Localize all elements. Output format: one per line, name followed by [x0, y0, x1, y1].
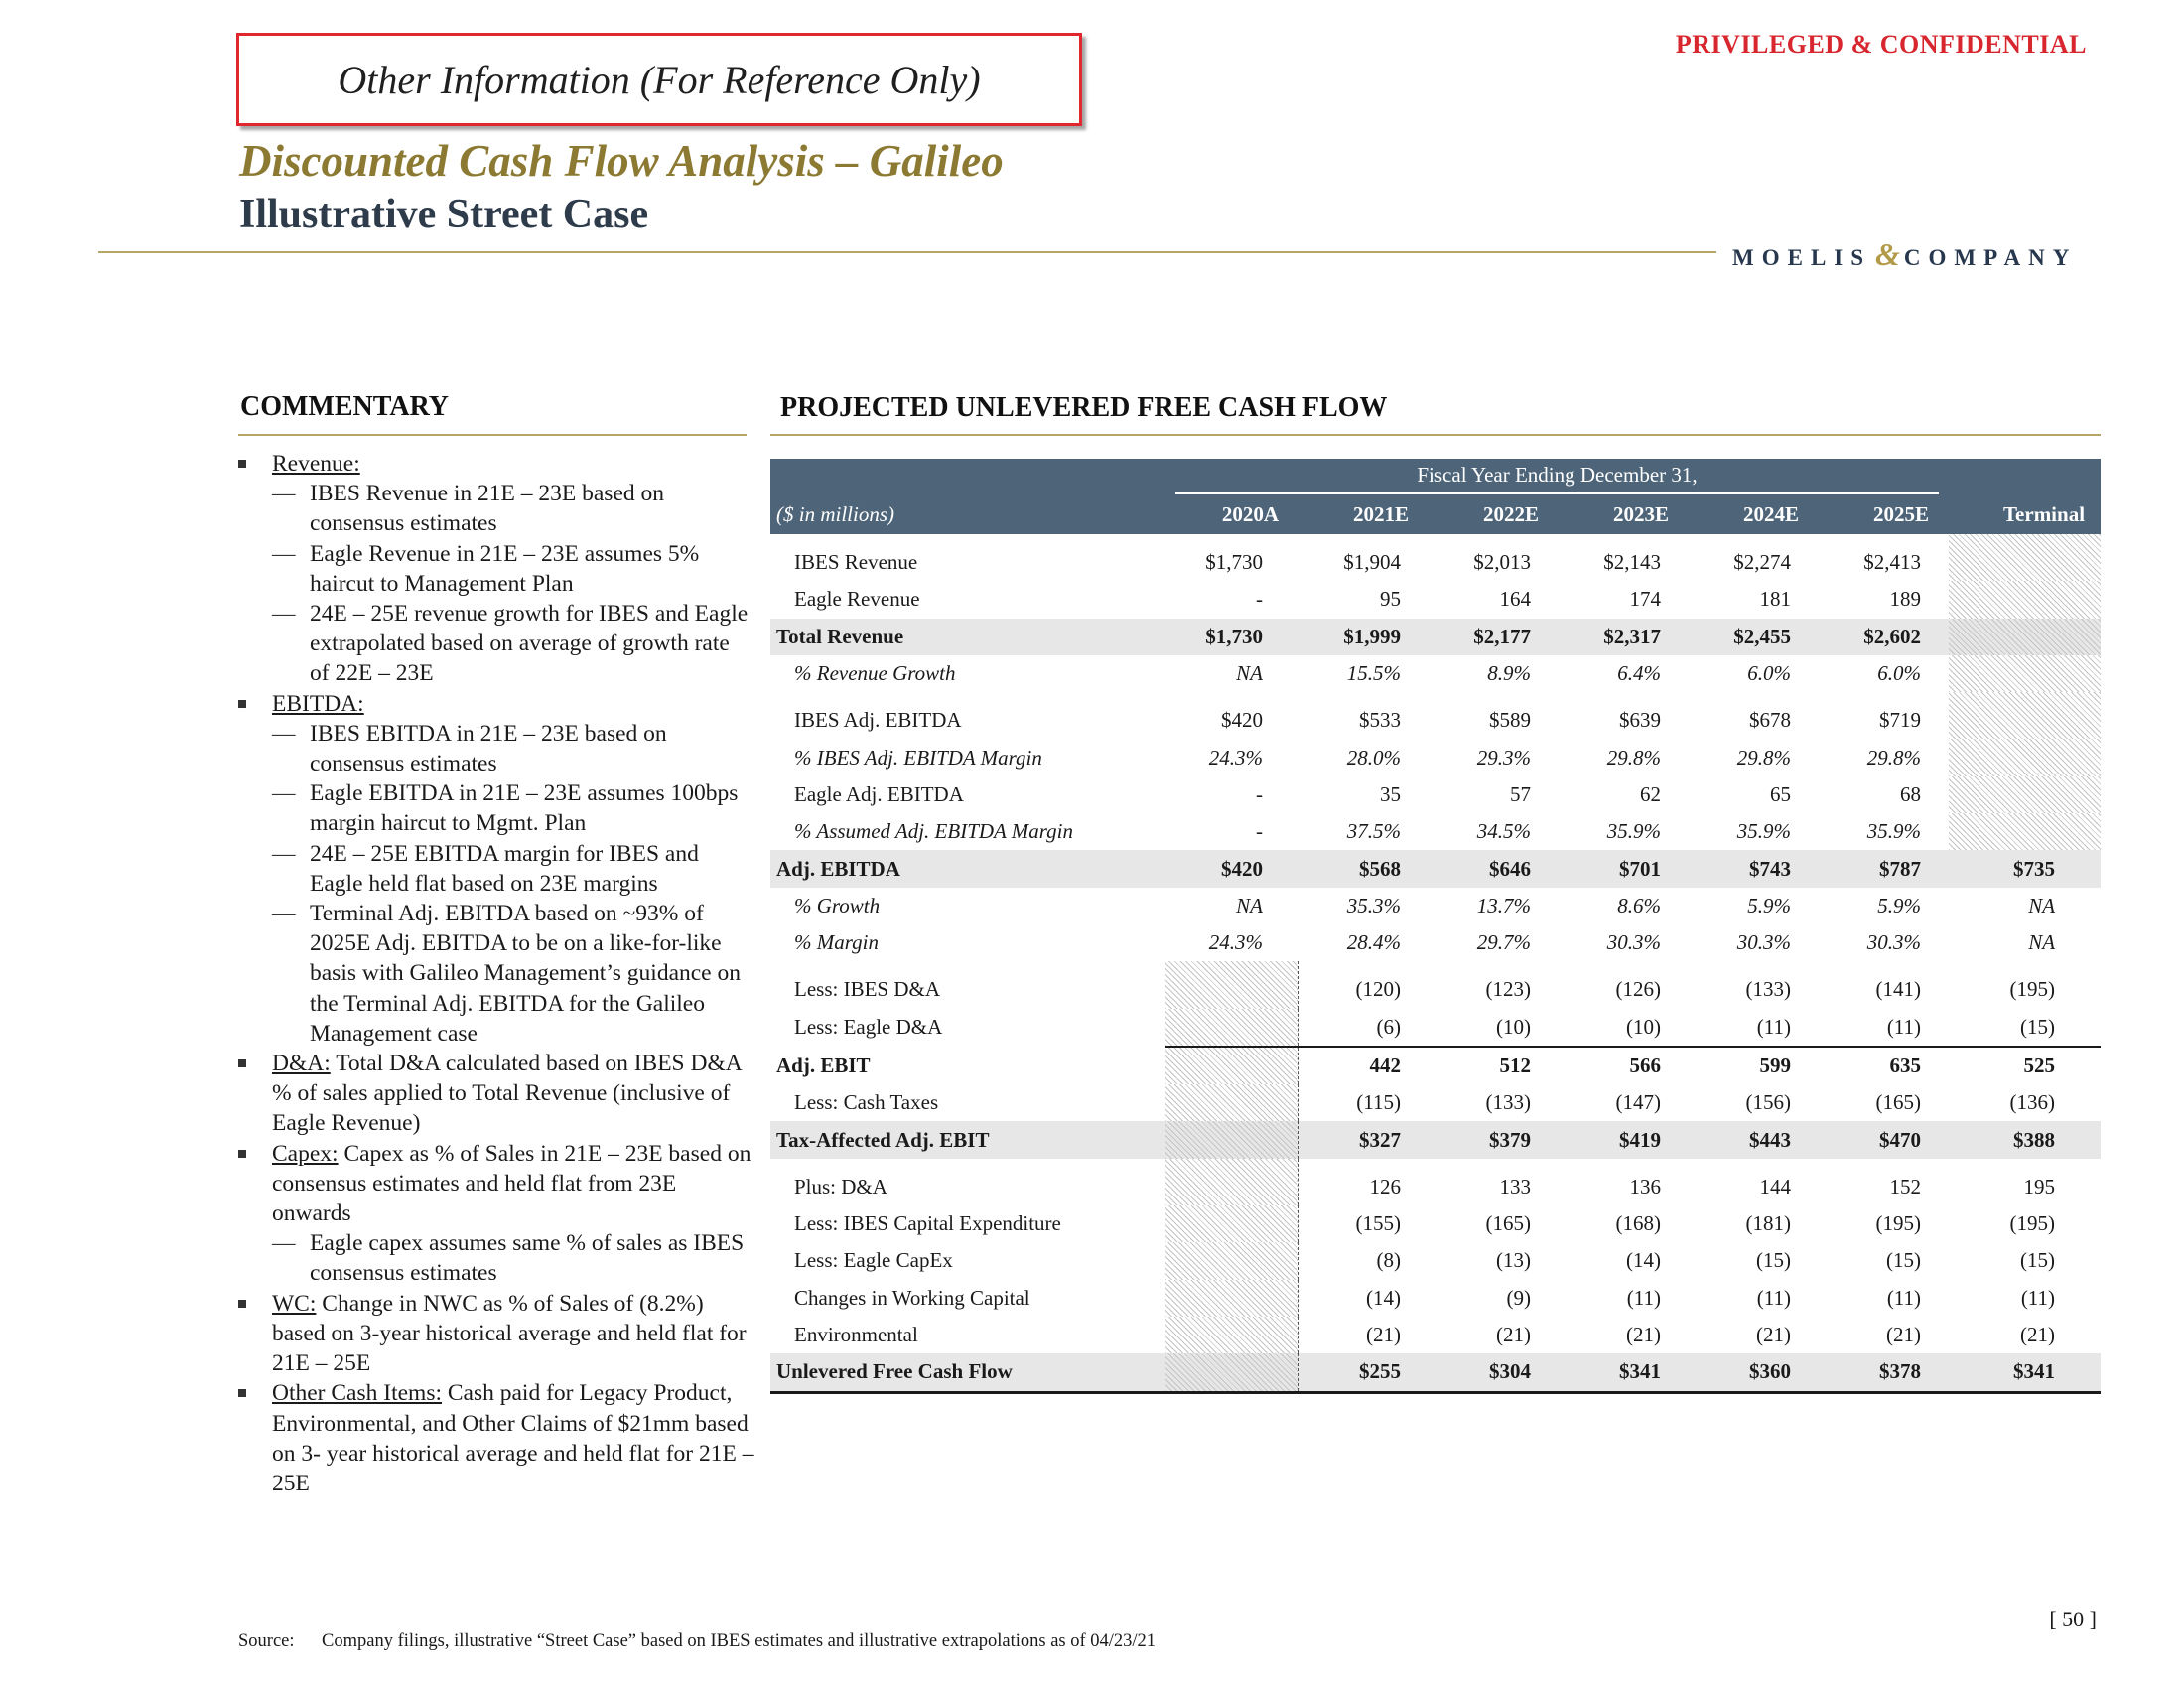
cell: 6.4% — [1617, 661, 1661, 686]
table-header-columns-row — [770, 494, 2101, 534]
ebitda-sub-item: — Terminal Adj. EBITDA based on ~93% of 2025E Adj. EBITDA to be on a like-for-like basis with Galileo Management’s guidance on the Terminal Adj. EBITDA for the Galileo Management case — [272, 899, 754, 1049]
cell: $1,904 — [1343, 550, 1401, 575]
cell: (11) — [1886, 1285, 1922, 1310]
cell: 68 — [1900, 781, 1922, 806]
confidential-label: PRIVILEGED & CONFIDENTIAL — [1675, 30, 2087, 59]
row-label: Unlevered Free Cash Flow — [770, 1353, 1165, 1392]
cell: $568 — [1359, 856, 1401, 881]
cell: $2,455 — [1733, 624, 1791, 648]
commentary-divider — [238, 434, 747, 436]
row-label: Less: Eagle CapEx — [794, 1248, 953, 1273]
cell: (21) — [2020, 1323, 2056, 1347]
cell: - — [1256, 819, 1263, 844]
row-eagle-da — [770, 1009, 2101, 1047]
cell: - — [1256, 587, 1263, 612]
row-label: Less: Cash Taxes — [794, 1090, 939, 1115]
cell: (10) — [1496, 1014, 1531, 1039]
row-adj-ebit — [770, 1047, 2101, 1084]
cell: (181) — [1745, 1211, 1791, 1236]
cell: 35.9% — [1736, 819, 1791, 844]
row-label: Adj. EBIT — [776, 1053, 871, 1077]
col-header: 2023E — [1612, 501, 1669, 526]
page-subtitle: Illustrative Street Case — [239, 192, 649, 237]
cell: 29.8% — [1866, 745, 1922, 770]
cell-hatched — [1165, 1009, 1298, 1047]
bullet-revenue-heading: Revenue: — [272, 451, 360, 477]
cell: (15) — [2020, 1014, 2056, 1039]
cell: (156) — [1745, 1090, 1791, 1115]
row-label: Environmental — [794, 1323, 918, 1347]
cell: 144 — [1759, 1174, 1791, 1198]
cell: $2,317 — [1603, 624, 1661, 648]
logo-word-right: COMPANY — [1903, 245, 2078, 270]
cell: $2,013 — [1473, 550, 1531, 575]
projected-ufcf-table — [770, 459, 2101, 1394]
cell: $2,143 — [1603, 550, 1661, 575]
col-header: 2024E — [1742, 501, 1799, 526]
cell: $678 — [1749, 708, 1791, 733]
bullet-capex — [238, 1139, 754, 1289]
cell: $327 — [1359, 1127, 1401, 1152]
cell: (136) — [2009, 1090, 2056, 1115]
cell-hatched — [1165, 1317, 1298, 1353]
cell: 635 — [1819, 1047, 1949, 1084]
cell: (11) — [1886, 1014, 1922, 1039]
source-note — [238, 1631, 1156, 1652]
cell-hatched — [1165, 1084, 1298, 1121]
cell: 35.3% — [1346, 893, 1401, 917]
row-environmental — [770, 1317, 2101, 1353]
cell: (195) — [1875, 1211, 1922, 1236]
cell: (15) — [2020, 1248, 2056, 1273]
cell: (165) — [1875, 1090, 1922, 1115]
cell: $1,999 — [1343, 624, 1401, 648]
cell: 30.3% — [1606, 930, 1661, 955]
cell: NA — [1236, 893, 1263, 917]
revenue-sub-item: — Eagle Revenue in 21E – 23E assumes 5% haircut to Management Plan — [272, 539, 754, 599]
row-eagle-revenue — [770, 581, 2101, 618]
cell: 35.9% — [1866, 819, 1922, 844]
cell: 24.3% — [1208, 745, 1263, 770]
cell: (8) — [1376, 1248, 1401, 1273]
reference-only-banner — [236, 33, 1082, 126]
cell: $2,274 — [1733, 550, 1791, 575]
cell: 28.0% — [1346, 745, 1401, 770]
row-ebitda-growth — [770, 888, 2101, 924]
source-label: Source: — [238, 1631, 295, 1651]
cell: (155) — [1355, 1211, 1401, 1236]
cell: $1,730 — [1205, 624, 1263, 648]
cell: 599 — [1689, 1047, 1819, 1084]
cell: 164 — [1499, 587, 1531, 612]
cell: 5.9% — [1747, 893, 1791, 917]
page-number: [ 50 ] — [2049, 1607, 2097, 1631]
bullet-other-cash-text: Cash paid for Legacy Product, Environmental, and Other Claims of $21mm based on 3- year historical average and held flat for 21E – 25E — [272, 1380, 754, 1496]
cell: $443 — [1749, 1127, 1791, 1152]
cell: 30.3% — [1866, 930, 1922, 955]
cell: 57 — [1510, 781, 1531, 806]
cell: 566 — [1559, 1047, 1689, 1084]
bullet-da-text: Total D&A calculated based on IBES D&A % of sales applied to Total Revenue (inclusive of Eagle Revenue) — [272, 1051, 742, 1137]
row-label: % Revenue Growth — [794, 661, 956, 686]
row-working-capital — [770, 1280, 2101, 1317]
cell: (21) — [1626, 1323, 1661, 1347]
cell: (21) — [1756, 1323, 1791, 1347]
bullet-capex-text: Capex as % of Sales in 21E – 23E based on consensus estimates and held flat from 23E onwards — [272, 1140, 751, 1227]
cell: (165) — [1485, 1211, 1531, 1236]
cell: $341 — [1949, 1353, 2101, 1392]
col-header: 2022E — [1482, 501, 1539, 526]
cell: $743 — [1749, 856, 1791, 881]
page-title: Discounted Cash Flow Analysis – Galileo — [239, 136, 1004, 186]
cell: (6) — [1376, 1014, 1401, 1039]
cell: 133 — [1499, 1174, 1531, 1198]
cell: $470 — [1879, 1127, 1922, 1152]
row-unlevered-fcf — [770, 1353, 2101, 1392]
row-plus-da — [770, 1159, 2101, 1205]
cell: 8.6% — [1617, 893, 1661, 917]
cell: $2,602 — [1863, 624, 1922, 648]
row-revenue-growth — [770, 655, 2101, 692]
row-ibes-revenue — [770, 534, 2101, 581]
row-eagle-ebitda — [770, 776, 2101, 813]
row-label: Eagle Adj. EBITDA — [794, 781, 964, 806]
cell: $533 — [1359, 708, 1401, 733]
row-label: Less: IBES Capital Expenditure — [794, 1211, 1061, 1236]
table-heading: PROJECTED UNLEVERED FREE CASH FLOW — [780, 392, 1388, 423]
row-ibes-da — [770, 961, 2101, 1008]
cell: $701 — [1619, 856, 1661, 881]
reference-only-text: Other Information (For Reference Only) — [338, 57, 981, 102]
cell: $360 — [1689, 1353, 1819, 1392]
cell: 152 — [1889, 1174, 1922, 1198]
cell: (15) — [1756, 1248, 1791, 1273]
cell: 29.8% — [1606, 745, 1661, 770]
cell: NA — [1236, 661, 1263, 686]
fiscal-year-header — [1165, 459, 1949, 494]
row-label: Adj. EBITDA — [776, 856, 900, 881]
cell: 29.7% — [1476, 930, 1531, 955]
row-total-revenue — [770, 619, 2101, 655]
cell: 65 — [1770, 781, 1791, 806]
source-text: Company filings, illustrative “Street Case” based on IBES estimates and illustrative extrapolations as of 04/23/21 — [322, 1631, 1157, 1651]
cell: $378 — [1819, 1353, 1949, 1392]
row-eagle-capex — [770, 1242, 2101, 1279]
row-label: Eagle Revenue — [794, 587, 920, 612]
cell: (133) — [1485, 1090, 1531, 1115]
row-label: Changes in Working Capital — [794, 1285, 1030, 1310]
cell: $388 — [2013, 1127, 2056, 1152]
cell-hatched — [1165, 1159, 1298, 1205]
logo-word-left: MOELIS — [1732, 245, 1872, 270]
row-cash-taxes — [770, 1084, 2101, 1121]
cell: (133) — [1745, 977, 1791, 1002]
cell: 28.4% — [1346, 930, 1401, 955]
row-ibes-ebitda — [770, 692, 2101, 739]
cell: (10) — [1626, 1014, 1661, 1039]
cell: (126) — [1615, 977, 1661, 1002]
bullet-wc-heading: WC: — [272, 1290, 317, 1317]
cell: 30.3% — [1736, 930, 1791, 955]
cell: (120) — [1355, 977, 1401, 1002]
col-header: 2020A — [1221, 501, 1279, 526]
table-header-fiscal-row — [770, 459, 2101, 494]
table-section-divider — [770, 434, 2101, 436]
cell: $639 — [1619, 708, 1661, 733]
cell: $787 — [1879, 856, 1922, 881]
cell-hatched — [1949, 655, 2101, 692]
cell: $304 — [1429, 1353, 1559, 1392]
cell: 95 — [1380, 587, 1401, 612]
ebitda-sub-item: — 24E – 25E EBITDA margin for IBES and Eagle held flat based on 23E margins — [272, 839, 754, 899]
cell: (21) — [1496, 1323, 1531, 1347]
cell: (21) — [1886, 1323, 1922, 1347]
cell-hatched — [1949, 692, 2101, 739]
cell-hatched — [1949, 813, 2101, 850]
cell: $341 — [1559, 1353, 1689, 1392]
ebitda-sub-item: — Eagle EBITDA in 21E – 23E assumes 100bps margin haircut to Mgmt. Plan — [272, 778, 754, 838]
cell: $589 — [1489, 708, 1531, 733]
row-tax-affected-ebit — [770, 1121, 2101, 1158]
bullet-revenue — [238, 449, 754, 689]
cell: - — [1256, 781, 1263, 806]
cell: 126 — [1369, 1174, 1401, 1198]
fiscal-year-header-text: Fiscal Year Ending December 31, — [1175, 463, 1939, 494]
commentary-heading: COMMENTARY — [240, 391, 450, 422]
cell: (21) — [1366, 1323, 1401, 1347]
row-label: IBES Revenue — [794, 550, 918, 575]
cell: (13) — [1496, 1248, 1531, 1273]
cell: (11) — [1756, 1014, 1791, 1039]
row-label: % Assumed Adj. EBITDA Margin — [794, 819, 1073, 844]
cell: 512 — [1429, 1047, 1559, 1084]
cell: 189 — [1889, 587, 1922, 612]
cell: $2,413 — [1863, 550, 1922, 575]
bullet-da — [238, 1049, 754, 1139]
cell: (11) — [2020, 1285, 2056, 1310]
cell: $646 — [1489, 856, 1531, 881]
cell-hatched — [1165, 1047, 1298, 1084]
cell-hatched — [1165, 1353, 1298, 1392]
cell: (14) — [1366, 1285, 1401, 1310]
row-label: Less: Eagle D&A — [794, 1015, 943, 1040]
row-label: Plus: D&A — [794, 1174, 887, 1198]
cell: (147) — [1615, 1090, 1661, 1115]
cell: (141) — [1875, 977, 1922, 1002]
cell: (168) — [1615, 1211, 1661, 1236]
col-header-terminal: Terminal — [2002, 501, 2086, 526]
cell-hatched — [1165, 1242, 1298, 1279]
cell: 34.5% — [1476, 819, 1531, 844]
cell: $420 — [1221, 856, 1263, 881]
cell: (123) — [1485, 977, 1531, 1002]
cell: 15.5% — [1346, 661, 1401, 686]
company-logo — [1732, 236, 2100, 273]
cell: 6.0% — [1877, 661, 1922, 686]
cell-hatched — [1949, 581, 2101, 618]
cell-hatched — [1949, 739, 2101, 775]
revenue-sub-item: — 24E – 25E revenue growth for IBES and Eagle extrapolated based on average of growth rate of 22E – 23E — [272, 599, 754, 689]
cell: 62 — [1640, 781, 1661, 806]
cell: 442 — [1298, 1047, 1429, 1084]
cell: 195 — [2023, 1174, 2056, 1198]
cell: 29.8% — [1736, 745, 1791, 770]
cell: 13.7% — [1476, 893, 1531, 917]
cell: (195) — [2009, 977, 2056, 1002]
cell: 8.9% — [1487, 661, 1531, 686]
bullet-wc-text: Change in NWC as % of Sales of (8.2%) based on 3-year historical average and held flat for 21E – 25E — [272, 1290, 747, 1377]
cell: 136 — [1629, 1174, 1661, 1198]
col-header: 2025E — [1873, 501, 1930, 526]
bullet-capex-heading: Capex: — [272, 1140, 339, 1167]
cell-hatched — [1165, 1205, 1298, 1242]
cell: 35 — [1380, 781, 1401, 806]
cell: 181 — [1759, 587, 1791, 612]
row-label: Less: IBES D&A — [794, 977, 940, 1002]
bullet-other-cash-heading: Other Cash Items: — [272, 1380, 442, 1407]
row-adj-ebitda — [770, 850, 2101, 887]
cell: (11) — [1626, 1285, 1661, 1310]
bullet-ebitda-heading: EBITDA: — [272, 690, 364, 717]
cell-hatched — [1165, 961, 1298, 1008]
cell: 29.3% — [1476, 745, 1531, 770]
bullet-da-heading: D&A: — [272, 1051, 331, 1077]
row-label: IBES Adj. EBITDA — [794, 708, 962, 733]
cell: $379 — [1489, 1127, 1531, 1152]
cell: NA — [2028, 893, 2056, 917]
cell: 37.5% — [1346, 819, 1401, 844]
row-label: Total Revenue — [776, 624, 904, 648]
cell-hatched — [1949, 619, 2101, 655]
bullet-wc — [238, 1289, 754, 1379]
cell: $419 — [1619, 1127, 1661, 1152]
cell: 5.9% — [1877, 893, 1922, 917]
cell: $255 — [1298, 1353, 1429, 1392]
logo-ampersand: & — [1875, 236, 1900, 272]
cell: (9) — [1506, 1285, 1531, 1310]
cell: $2,177 — [1473, 624, 1531, 648]
bullet-ebitda — [238, 689, 754, 1049]
row-label: % Margin — [794, 930, 879, 955]
cell: $735 — [2013, 856, 2056, 881]
cell-hatched — [1949, 534, 2101, 581]
cell: $420 — [1221, 708, 1263, 733]
cell: 35.9% — [1606, 819, 1661, 844]
units-label: ($ in millions) — [776, 501, 894, 526]
cell: $1,730 — [1205, 550, 1263, 575]
cell: 24.3% — [1208, 930, 1263, 955]
cell: $719 — [1879, 708, 1922, 733]
table-body — [770, 534, 2101, 1392]
cell-hatched — [1165, 1121, 1298, 1158]
cell: (195) — [2009, 1211, 2056, 1236]
ebitda-sub-item: — IBES EBITDA in 21E – 23E based on consensus estimates — [272, 719, 754, 778]
cell: (14) — [1626, 1248, 1661, 1273]
row-eagle-ebitda-margin — [770, 813, 2101, 850]
cell: (15) — [1886, 1248, 1922, 1273]
commentary-body — [238, 449, 754, 1498]
bullet-other-cash — [238, 1378, 754, 1498]
cell: 6.0% — [1747, 661, 1791, 686]
cell: (11) — [1756, 1285, 1791, 1310]
capex-sub-item: — Eagle capex assumes same % of sales as IBES consensus estimates — [272, 1228, 754, 1288]
header-divider — [98, 251, 1716, 253]
cell: NA — [2028, 930, 2056, 955]
cell: (115) — [1356, 1090, 1401, 1115]
cell: 174 — [1629, 587, 1661, 612]
cell-hatched — [1949, 776, 2101, 813]
row-label: % IBES Adj. EBITDA Margin — [794, 745, 1042, 770]
row-label: % Growth — [794, 893, 881, 917]
cell-hatched — [1165, 1280, 1298, 1317]
col-header: 2021E — [1352, 501, 1409, 526]
row-ibes-ebitda-margin — [770, 739, 2101, 775]
row-label: Tax-Affected Adj. EBIT — [776, 1127, 990, 1152]
row-ebitda-margin — [770, 924, 2101, 961]
revenue-sub-item: — IBES Revenue in 21E – 23E based on consensus estimates — [272, 479, 754, 538]
row-ibes-capex — [770, 1205, 2101, 1242]
cell: 525 — [1949, 1047, 2101, 1084]
